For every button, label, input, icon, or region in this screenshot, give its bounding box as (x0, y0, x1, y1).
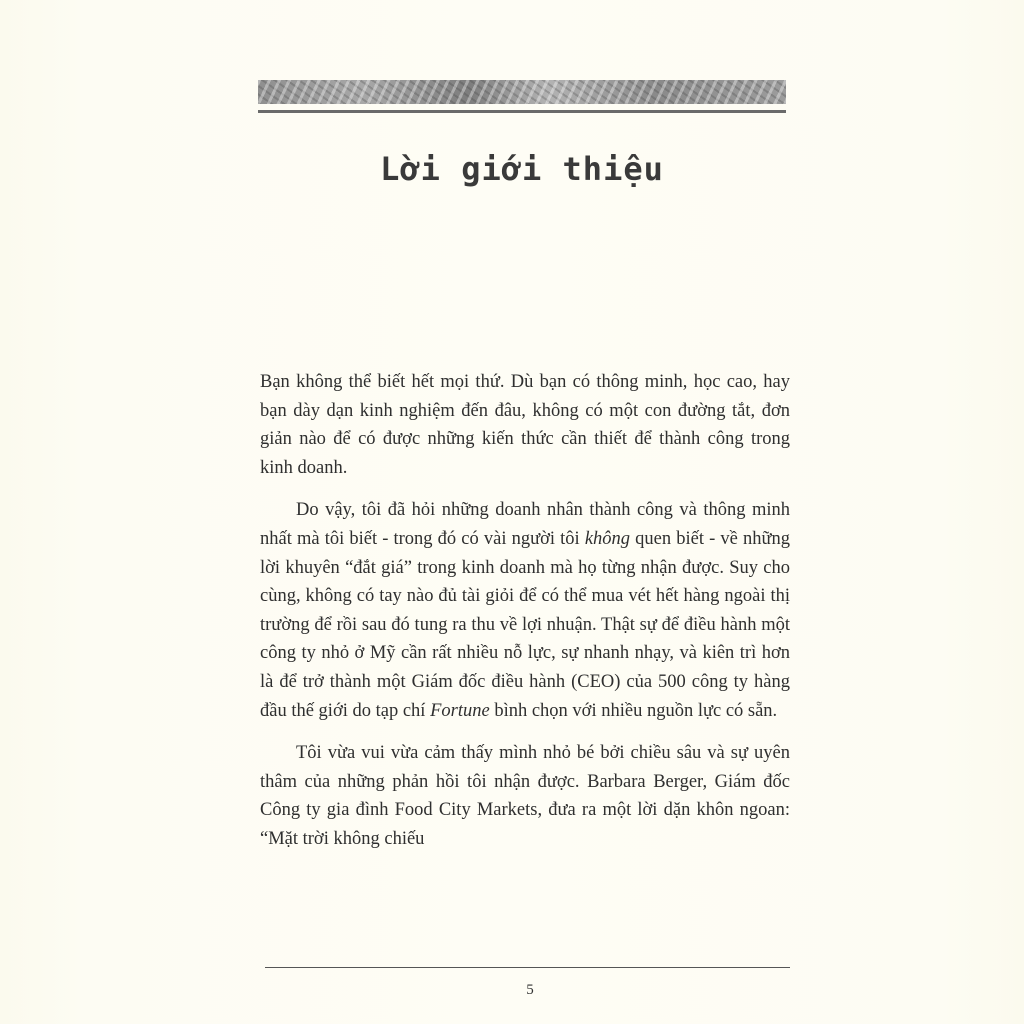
paragraph-3-text: Tôi vừa vui vừa cảm thấy mình nhỏ bé bởi chiều sâu và sự uyên thâm của những phản hồi tôi nhận được. Barbara Berger, Giám đốc Công ty gia đình Food City Markets, đưa ra một lời dặn khôn ngoan: “Mặt trời không chiếu (260, 743, 790, 849)
chapter-title: Lời giới thiệu (380, 150, 664, 188)
page-number: 5 (526, 982, 534, 998)
paragraph-2-text-b: quen biết - về những lời khuyên “đắt giá” trong kinh doanh mà họ từng nhận được. Suy cho cùng, không có tay nào đủ tài giỏi để có thể mua vét hết hàng ngoài thị trường để rồi sau đó tung ra thu về lợi nhuận. Thật sự để điều hành một công ty nhỏ ở Mỹ cần rất nhiều nỗ lực, sự nhanh nhạy, và kiên trì hơn là để trở thành một Giám đốc điều hành (CEO) của 500 công ty hàng đầu thế giới do tạp chí (260, 528, 790, 721)
emphasis-fortune: Fortune (430, 700, 490, 721)
paragraph-2-text-c: bình chọn với nhiều nguồn lực có sẵn. (489, 700, 778, 721)
paragraph-3 (260, 739, 790, 853)
paragraph-1 (260, 368, 790, 482)
body-text (260, 368, 790, 868)
paragraph-1-text: Bạn không thể biết hết mọi thứ. Dù bạn có thông minh, học cao, hay bạn dày dạn kinh nghiệm đến đâu, không có một con đường tắt, đơn giản nào để có được những kiến thức cần thiết để thành công trong kinh doanh. (260, 372, 790, 478)
emphasis-khong: không (584, 528, 631, 549)
header-rule (258, 110, 786, 113)
footer-rule (265, 967, 790, 968)
paragraph-2 (260, 496, 790, 725)
paragraph-2-text-a: Do vậy, tôi đã hỏi những doanh nhân thành công và thông minh nhất mà tôi biết - trong đó có vài người tôi (260, 500, 790, 549)
decorative-header-band (258, 80, 786, 104)
